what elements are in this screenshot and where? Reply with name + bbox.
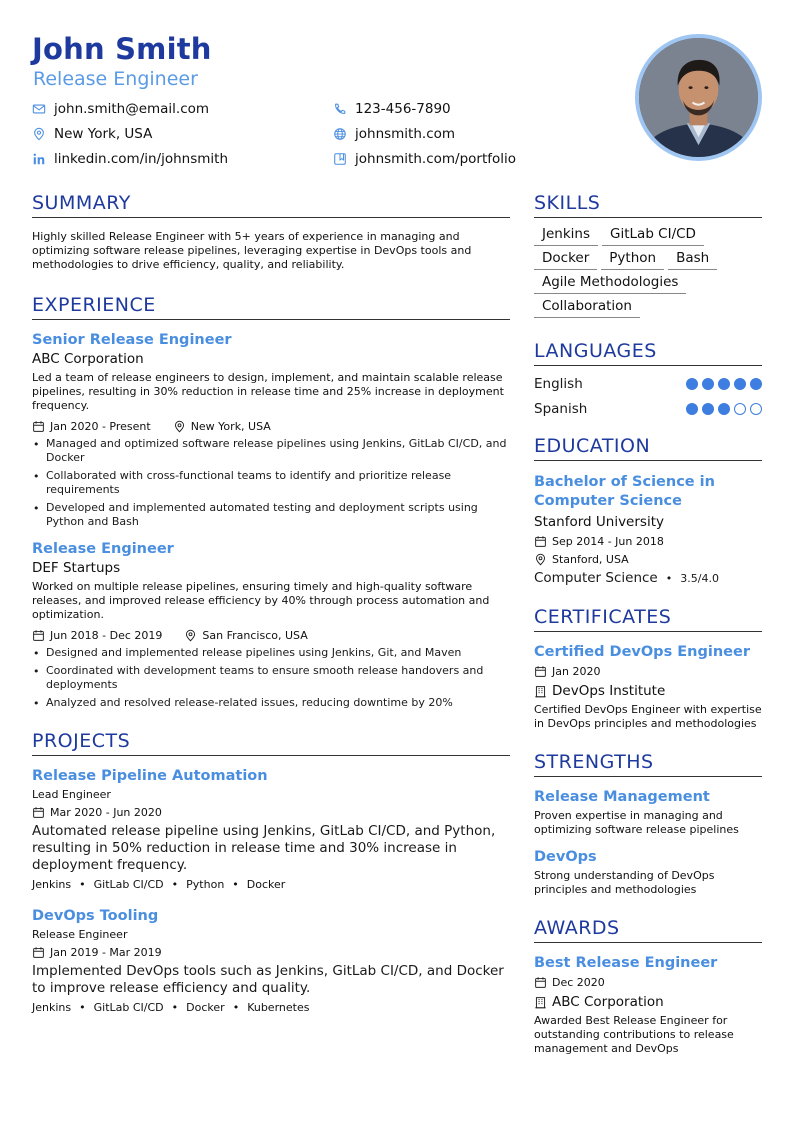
experience-title: EXPERIENCE <box>32 294 510 320</box>
skill-chip: Python <box>601 250 664 270</box>
education-title: EDUCATION <box>534 435 762 461</box>
skill-chip: Jenkins <box>534 226 598 246</box>
level-dot-empty <box>734 403 746 415</box>
project-description: Implemented DevOps tools such as Jenkins, GitLab CI/CD, and Docker to improve release efficiency and quality. <box>32 963 504 996</box>
location-text: New York, USA <box>54 126 153 142</box>
skills-title: SKILLS <box>534 192 762 218</box>
language-level-dots <box>682 403 762 415</box>
profile-portrait-icon <box>639 38 758 157</box>
strength-item <box>534 789 762 837</box>
level-dot-filled <box>702 403 714 415</box>
project-role: Lead Engineer <box>32 788 111 801</box>
phone-icon <box>333 102 347 116</box>
contact-phone[interactable] <box>333 100 451 118</box>
certificate-description: Certified DevOps Engineer with expertise in DevOps principles and methodologies <box>534 703 762 730</box>
project-name: DevOps Tooling <box>32 908 159 924</box>
education-location: Stanford, USA <box>552 552 629 566</box>
calendar-icon <box>534 976 547 989</box>
portfolio-icon <box>333 152 347 166</box>
portfolio-text: johnsmith.com/portfolio <box>355 151 517 167</box>
project-description: Automated release pipeline using Jenkins, GitLab CI/CD, and Python, resulting in 50% reduction in release time and 30% increase in deployment frequency. <box>32 823 496 873</box>
project-tags: Jenkins • GitLab CI/CD • Docker • Kubernetes <box>32 1001 310 1014</box>
project-dates: Jan 2019 - Mar 2019 <box>50 945 162 959</box>
skill-chip: Docker <box>534 250 597 270</box>
skill-chip: GitLab CI/CD <box>602 226 704 246</box>
skill-chip: Agile Methodologies <box>534 274 686 294</box>
certificate-date-row <box>534 663 762 679</box>
language-row <box>534 371 762 396</box>
languages-list <box>534 371 762 421</box>
education-gpa: 3.5/4.0 <box>680 571 719 585</box>
strength-name: DevOps <box>534 849 597 865</box>
level-dot-filled <box>686 403 698 415</box>
mail-icon <box>32 102 46 116</box>
contact-linkedin[interactable] <box>32 150 228 168</box>
education-school: Stanford University <box>534 514 664 530</box>
award-description: Awarded Best Release Engineer for outstanding contributions to release management and DevOps <box>534 1014 734 1055</box>
project-item <box>32 908 510 1014</box>
tag: Jenkins <box>32 1001 72 1014</box>
location-pin-icon <box>173 420 186 433</box>
awards-title: AWARDS <box>534 917 762 943</box>
level-dot-filled <box>718 403 730 415</box>
project-role: Release Engineer <box>32 928 128 941</box>
strength-description: Proven expertise in managing and optimizing software release pipelines <box>534 809 739 836</box>
projects-title: PROJECTS <box>32 730 510 756</box>
experience-company: DEF Startups <box>32 560 121 576</box>
building-icon <box>534 996 547 1009</box>
level-dot-filled <box>734 378 746 390</box>
location-pin-icon <box>184 629 197 642</box>
calendar-icon <box>32 806 45 819</box>
project-meta <box>32 804 510 820</box>
summary-text: Highly skilled Release Engineer with 5+ years of experience in managing and optimizing software release pipelines, leveraging expertise in DevOps tools and methodologies to drive efficiency, quality, and reliability. <box>32 230 472 271</box>
award-name: Best Release Engineer <box>534 955 718 971</box>
location-pin-icon <box>534 553 547 566</box>
strengths-title: STRENGTHS <box>534 751 762 777</box>
profile-photo <box>635 34 762 161</box>
education-field: Computer Science <box>534 570 658 586</box>
tag: Python <box>186 878 225 891</box>
tag: Docker <box>186 1001 225 1014</box>
candidate-name: John Smith <box>32 32 212 66</box>
linkedin-icon <box>32 152 46 166</box>
experience-item <box>32 332 510 529</box>
tag: GitLab CI/CD <box>93 1001 164 1014</box>
tag: GitLab CI/CD <box>93 878 164 891</box>
list-item: • Collaborated with cross-functional teams to identify and prioritize release requirements <box>32 469 510 497</box>
experience-description: Worked on multiple release pipelines, ensuring timely and high-quality software releases, and improved release efficiency by 40% through process automation and optimization. <box>32 580 490 621</box>
education-location-row <box>534 551 762 567</box>
list-item: • Analyzed and resolved release-related issues, reducing downtime by 20% <box>32 696 510 710</box>
strength-item <box>534 849 762 897</box>
calendar-icon <box>534 665 547 678</box>
left-column <box>32 192 510 1014</box>
language-name: Spanish <box>534 400 588 417</box>
email-text: john.smith@email.com <box>54 101 210 117</box>
contact-location <box>32 125 152 143</box>
level-dot-empty <box>750 403 762 415</box>
language-level-dots <box>682 378 762 390</box>
phone-text: 123-456-7890 <box>355 101 451 117</box>
languages-title: LANGUAGES <box>534 340 762 366</box>
project-tags: Jenkins • GitLab CI/CD • Python • Docker <box>32 878 286 891</box>
skills-list <box>534 226 762 322</box>
location-pin-icon <box>32 127 46 141</box>
experience-bullets <box>32 646 510 710</box>
certificate-name: Certified DevOps Engineer <box>534 644 750 660</box>
project-name: Release Pipeline Automation <box>32 768 268 784</box>
experience-location: San Francisco, USA <box>202 628 308 642</box>
language-name: English <box>534 375 583 392</box>
certificate-item <box>534 644 762 731</box>
skill-chip: Collaboration <box>534 298 640 318</box>
experience-meta <box>32 418 510 434</box>
level-dot-filled <box>718 378 730 390</box>
award-date: Dec 2020 <box>552 975 605 989</box>
language-row <box>534 396 762 421</box>
list-item: • Designed and implemented release pipelines using Jenkins, Git, and Maven <box>32 646 510 660</box>
candidate-role: Release Engineer <box>33 68 198 90</box>
right-column <box>534 192 762 1056</box>
award-item <box>534 955 762 1056</box>
contact-website[interactable] <box>333 125 455 143</box>
certificate-issuer-row <box>534 682 762 700</box>
building-icon <box>534 685 547 698</box>
tag: Kubernetes <box>247 1001 310 1014</box>
level-dot-filled <box>750 378 762 390</box>
contact-email[interactable] <box>32 100 209 118</box>
experience-company: ABC Corporation <box>32 351 144 367</box>
experience-dates: Jan 2020 - Present <box>50 419 151 433</box>
certificate-issuer: DevOps Institute <box>552 683 666 699</box>
level-dot-filled <box>702 378 714 390</box>
award-issuer-row <box>534 993 762 1011</box>
project-meta <box>32 944 510 960</box>
calendar-icon <box>534 535 547 548</box>
level-dot-filled <box>686 378 698 390</box>
education-dates-row <box>534 533 762 549</box>
award-issuer: ABC Corporation <box>552 994 664 1010</box>
education-degree: Bachelor of Science in Computer Science <box>534 474 715 509</box>
calendar-icon <box>32 420 45 433</box>
education-field-row: Computer Science • 3.5/4.0 <box>534 570 719 586</box>
globe-icon <box>333 127 347 141</box>
website-text: johnsmith.com <box>355 126 456 142</box>
contact-portfolio[interactable] <box>333 150 516 168</box>
experience-meta <box>32 627 510 643</box>
project-item <box>32 768 510 891</box>
experience-role: Release Engineer <box>32 541 174 557</box>
linkedin-text: linkedin.com/in/johnsmith <box>54 151 229 167</box>
tag: Jenkins <box>32 878 72 891</box>
experience-item <box>32 541 510 710</box>
certificate-date: Jan 2020 <box>552 664 601 678</box>
calendar-icon <box>32 946 45 959</box>
certificates-title: CERTIFICATES <box>534 606 762 632</box>
education-item <box>534 473 762 586</box>
list-item: • Developed and implemented automated testing and deployment scripts using Python and Bash <box>32 501 510 529</box>
summary-title: SUMMARY <box>32 192 510 218</box>
strength-description: Strong understanding of DevOps principles and methodologies <box>534 869 715 896</box>
experience-description: Led a team of release engineers to design, implement, and maintain scalable release pipelines, resulting in 30% reduction in release time and 25% increase in deployment frequency. <box>32 371 504 412</box>
list-item: • Coordinated with development teams to ensure smooth release handovers and deployments <box>32 664 510 692</box>
list-item: • Managed and optimized software release pipelines using Jenkins, GitLab CI/CD, and Docker <box>32 437 510 465</box>
education-dates: Sep 2014 - Jun 2018 <box>552 534 664 548</box>
award-date-row <box>534 974 762 990</box>
tag: Docker <box>246 878 286 891</box>
experience-role: Senior Release Engineer <box>32 332 232 348</box>
experience-dates: Jun 2018 - Dec 2019 <box>50 628 163 642</box>
experience-location: New York, USA <box>190 419 271 433</box>
skill-chip: Bash <box>668 250 717 270</box>
experience-bullets <box>32 437 510 529</box>
calendar-icon <box>32 629 45 642</box>
strength-name: Release Management <box>534 789 710 805</box>
project-dates: Mar 2020 - Jun 2020 <box>50 805 162 819</box>
